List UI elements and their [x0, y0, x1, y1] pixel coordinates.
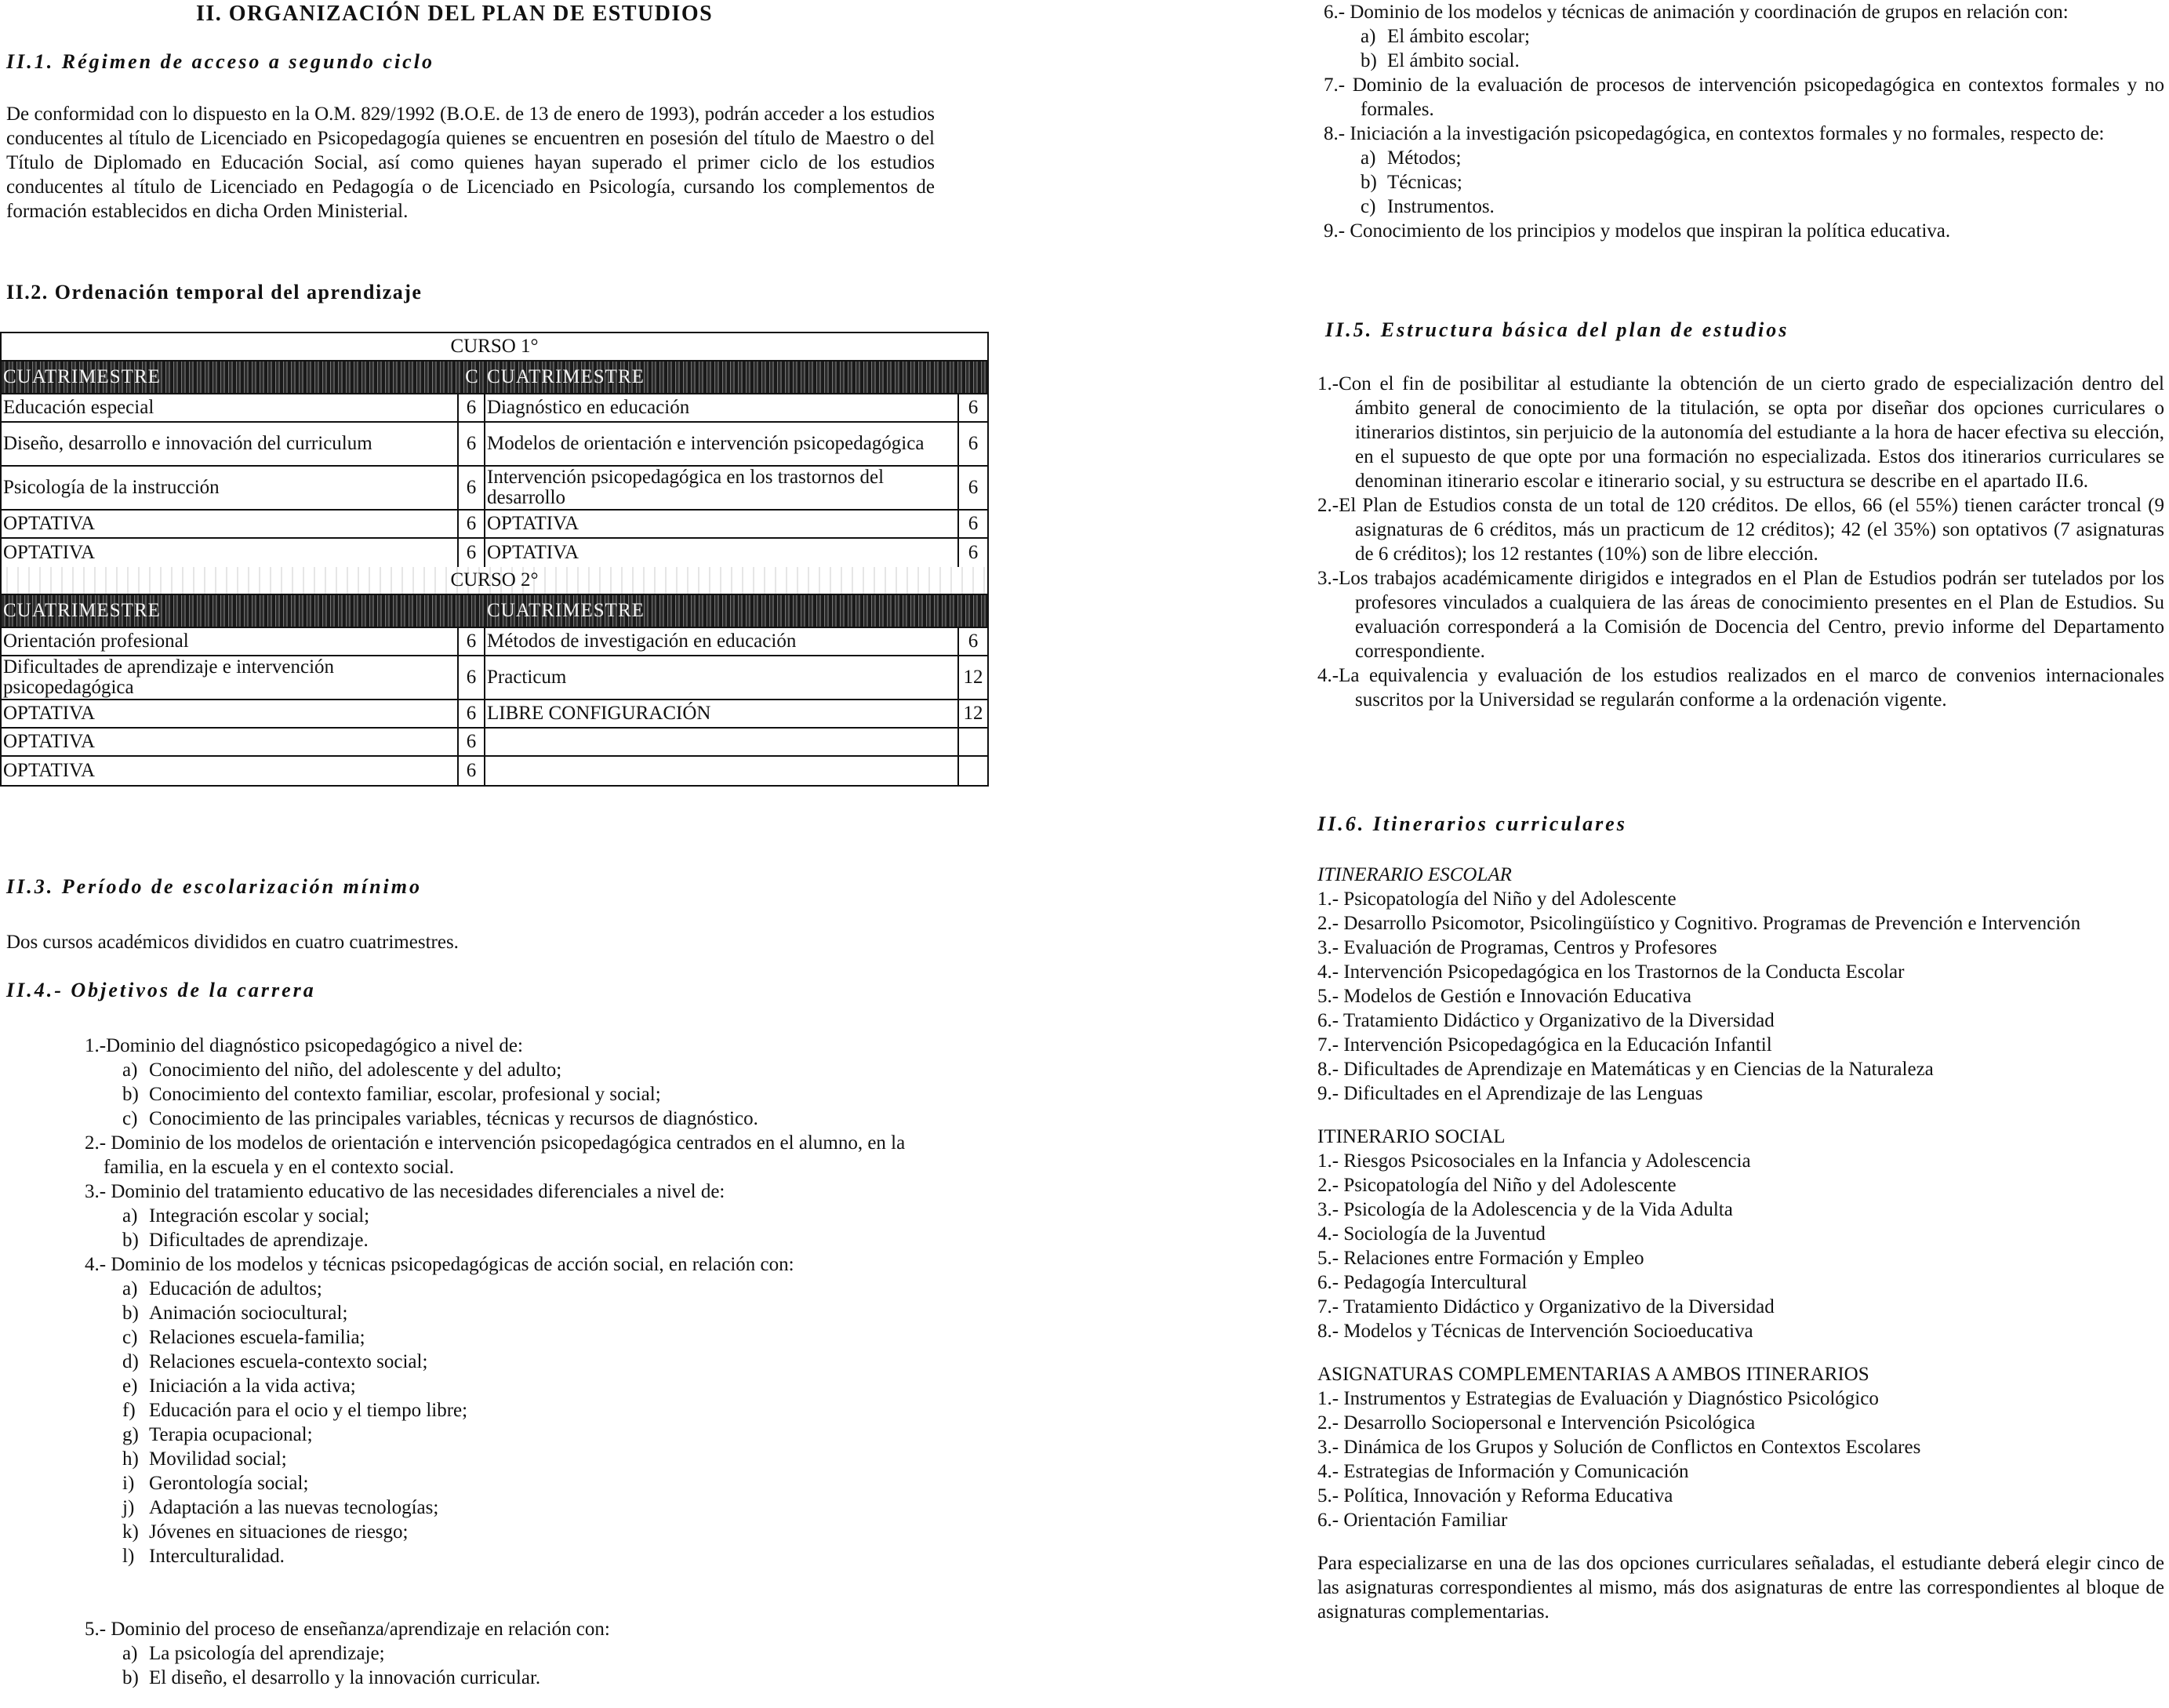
list-item	[85, 1520, 939, 1544]
credits-cell: 6	[459, 700, 485, 727]
objective-5: 5.- Dominio del proceso de enseñanza/aprendizaje en relación con:	[85, 1619, 610, 1640]
list-item	[85, 1058, 939, 1082]
structure-item	[1317, 566, 2164, 663]
table-row	[2, 394, 987, 423]
objective-6-items	[1324, 24, 2164, 73]
structure-item-text: La equivalencia y evaluación de los estudios realizados en el marco de convenios internacionales suscritos por la Universidad se regularán conforme a la ordenación vigente.	[1339, 665, 2164, 710]
subject-cell: Practicum	[485, 656, 959, 699]
credits-cell: 6	[459, 729, 485, 755]
itinerary-subject: 4.- Intervención Psicopedagógica en los Trastornos de la Conducta Escolar	[1317, 961, 1905, 983]
list-item	[85, 1301, 939, 1325]
structure-item-text: Con el fin de posibilitar al estudiante la obtención de un cierto grado de especialización dentro del ámbito general de conocimiento de la titulación, se opta por diseñar dos opciones curriculares o itinerarios distintos, sin perjuicio de la autonomía del estudiante a la hora de hacer efectiva su elección, en el supuesto de que opte por una formación no especializada. Estos dos itinerarios curriculares se denominan itinerario escolar e itinerario social, y su estructura se describe en el apartado II.6.	[1339, 373, 2164, 492]
list-item-label: g)	[122, 1424, 139, 1445]
list-item-text: Relaciones escuela-contexto social;	[149, 1351, 428, 1372]
subject-cell: Educación especial	[2, 394, 459, 421]
cuatrimestre2-right: CUATRIMESTRE	[487, 600, 645, 621]
list-item	[85, 1204, 939, 1228]
objective-2: 2.- Dominio de los modelos de orientación e intervención psicopedagógica centrados en el alumno, en la familia, en la escuela y en el contexto social.	[85, 1132, 906, 1178]
list-item-label: a)	[122, 1278, 138, 1299]
itinerary-subject: 6.- Orientación Familiar	[1317, 1510, 1508, 1531]
list-item-label: a)	[1361, 26, 1376, 47]
subject-cell: OPTATIVA	[2, 700, 459, 727]
subject-cell: Psicología de la instrucción	[2, 467, 459, 509]
structure-item-number: 3.-	[1317, 568, 1339, 589]
credits-cell: 6	[968, 513, 979, 534]
subject-cell: Intervención psicopedagógica en los trastornos del desarrollo	[485, 467, 959, 509]
list-item-label: b)	[122, 1667, 139, 1688]
section-heading: II. ORGANIZACIÓN DEL PLAN DE ESTUDIOS	[196, 2, 714, 26]
list-item	[85, 1374, 939, 1398]
credits-cell: 6	[459, 511, 485, 537]
table-row	[2, 656, 987, 700]
section-title-2-2: II.2. Ordenación temporal del aprendizaje	[6, 281, 423, 303]
itinerary-subject: 2.- Desarrollo Sociopersonal e Intervención Psicológica	[1317, 1412, 1756, 1434]
credits-cell	[959, 757, 987, 785]
escolarizacion-text: Dos cursos académicos divididos en cuatro cuatrimestres.	[6, 932, 459, 953]
curso1-label: CURSO 1°	[450, 336, 539, 357]
subject-cell: OPTATIVA	[2, 539, 459, 567]
itinerario-escolar-title: ITINERARIO ESCOLAR	[1317, 864, 1512, 885]
itinerary-subject: 8.- Modelos y Técnicas de Intervención Socioeducativa	[1317, 1321, 1753, 1342]
credits-cell: 6	[459, 628, 485, 655]
itinerary-subject: 7.- Tratamiento Didáctico y Organizativo de la Diversidad	[1317, 1296, 1775, 1317]
list-item	[85, 1544, 939, 1568]
subject-cell: OPTATIVA	[485, 511, 959, 537]
credits-cell: 6	[968, 397, 979, 418]
list-item	[1324, 49, 2164, 73]
objective-7: 7.- Dominio de la evaluación de procesos de intervención psicopedagógica en contextos formales y no formales.	[1324, 74, 2164, 120]
credits-cell: 6	[459, 656, 485, 699]
cuatrimestre-row-1	[2, 362, 987, 394]
objective-9: 9.- Conocimiento de los principios y modelos que inspiran la política educativa.	[1324, 220, 1951, 242]
subject-cell: Métodos de investigación en educación	[485, 628, 959, 655]
itinerary-subject: 5.- Política, Innovación y Reforma Educativa	[1317, 1485, 1673, 1506]
table-row	[2, 757, 987, 785]
list-item	[1324, 24, 2164, 49]
subject-cell: LIBRE CONFIGURACIÓN	[485, 700, 959, 727]
list-item-text: Educación para el ocio y el tiempo libre;	[149, 1400, 468, 1421]
structure-item	[1317, 493, 2164, 566]
curso2-label: CURSO 2°	[450, 569, 539, 591]
list-item-text: Conocimiento de las principales variables, técnicas y recursos de diagnóstico.	[149, 1108, 758, 1129]
itinerary-subject: 6.- Tratamiento Didáctico y Organizativo de la Diversidad	[1317, 1010, 1775, 1031]
itinerary-subject: 5.- Relaciones entre Formación y Empleo	[1317, 1248, 1644, 1269]
list-item-label: b)	[122, 1230, 139, 1251]
list-item-text: Técnicas;	[1387, 172, 1462, 193]
table-row	[2, 729, 987, 757]
objectives-continued	[1324, 0, 2164, 243]
list-item-label: d)	[122, 1351, 139, 1372]
cuatrimestre2-left: CUATRIMESTRE	[3, 600, 161, 621]
list-item-text: Terapia ocupacional;	[149, 1424, 313, 1445]
list-item	[1324, 194, 2164, 219]
objective-5-items	[85, 1641, 939, 1690]
complementarias-title: ASIGNATURAS COMPLEMENTARIAS A AMBOS ITINERARIOS	[1317, 1364, 1869, 1385]
list-item-text: Educación de adultos;	[149, 1278, 322, 1299]
credits-cell: 6	[459, 467, 485, 509]
structure-item	[1317, 372, 2164, 493]
subject-cell: Dificultades de aprendizaje e intervención psicopedagógica	[2, 656, 459, 699]
list-item-label: i)	[122, 1473, 135, 1494]
structure-item-text: Los trabajos académicamente dirigidos e integrados en el Plan de Estudios podrán ser tutelados por los profesores vinculados a cualquiera de las áreas de conocimiento presentes en el Plan de Estudios. Su evaluación corresponderá a la Comisión de Docencia del Centro, previo informe del Departamento correspondiente.	[1339, 568, 2164, 662]
list-item-label: j)	[122, 1497, 135, 1518]
credits-cell: 6	[968, 631, 979, 652]
list-item-text: Interculturalidad.	[149, 1546, 285, 1567]
objective-1-items	[85, 1058, 939, 1131]
list-item-label: l)	[122, 1546, 135, 1567]
section-title-2-4: II.4.- Objetivos de la carrera	[6, 979, 316, 1001]
credits-cell: 6	[459, 757, 485, 785]
closing-paragraph: Para especializarse en una de las dos opciones curriculares señaladas, el estudiante deberá elegir cinco de las asignaturas correspondientes al mismo, más dos asignaturas de entre las correspondientes al bloque de asignaturas complementarias.	[1317, 1553, 2164, 1623]
structure-item-text: El Plan de Estudios consta de un total de 120 créditos. De ellos, 66 (el 55%) tienen carácter troncal (9 asignaturas de 6 créditos, más un practicum de 12 créditos); 42 (el 35%) son optativos (7 asignaturas de 6 créditos); los 12 restantes (10%) son de libre elección.	[1339, 495, 2164, 565]
credits-cell: 12	[963, 703, 983, 724]
structure-item-number: 1.-	[1317, 373, 1339, 394]
list-item	[85, 1082, 939, 1107]
list-item-label: h)	[122, 1448, 139, 1470]
list-item-text: Relaciones escuela-familia;	[149, 1327, 365, 1348]
itinerary-subject: 2.- Desarrollo Psicomotor, Psicolingüístico y Cognitivo. Programas de Prevención e Intervención	[1317, 913, 2081, 934]
list-item-label: c)	[122, 1327, 138, 1348]
curso2-header-row	[2, 567, 987, 595]
list-item-text: Adaptación a las nuevas tecnologías;	[149, 1497, 439, 1518]
list-item-text: El diseño, el desarrollo y la innovación curricular.	[149, 1667, 541, 1688]
itinerary-subject: 4.- Sociología de la Juventud	[1317, 1223, 1546, 1245]
list-item	[85, 1471, 939, 1495]
objective-8: 8.- Iniciación a la investigación psicopedagógica, en contextos formales y no formales, respecto de:	[1324, 123, 2105, 144]
list-item	[85, 1107, 939, 1131]
structure-item-number: 2.-	[1317, 495, 1339, 516]
list-item-text: Instrumentos.	[1387, 196, 1495, 217]
table-row	[2, 628, 987, 656]
list-item-text: Conocimiento del contexto familiar, escolar, profesional y social;	[149, 1084, 661, 1105]
list-item	[85, 1423, 939, 1447]
section-title-2-5: II.5. Estructura básica del plan de estudios	[1325, 318, 1789, 341]
itinerary-subject: 7.- Intervención Psicopedagógica en la Educación Infantil	[1317, 1034, 1772, 1056]
table-row	[2, 423, 987, 467]
itinerary-subject: 1.- Psicopatología del Niño y del Adolescente	[1317, 889, 1677, 910]
credits-cell: 6	[459, 539, 485, 567]
list-item-text: Iniciación a la vida activa;	[149, 1375, 356, 1397]
list-item-label: e)	[122, 1375, 138, 1397]
list-item-label: a)	[1361, 147, 1376, 169]
list-item-label: c)	[122, 1108, 138, 1129]
objective-3-items	[85, 1204, 939, 1252]
structure-list	[1317, 372, 2164, 712]
itinerary-subject: 5.- Modelos de Gestión e Innovación Educativa	[1317, 986, 1691, 1007]
itinerary-subject: 3.- Dinámica de los Grupos y Solución de Conflictos en Contextos Escolares	[1317, 1437, 1921, 1458]
list-item-label: b)	[1361, 172, 1377, 193]
subject-cell: Diseño, desarrollo e innovación del curriculum	[2, 423, 459, 465]
list-item	[85, 1447, 939, 1471]
structure-item	[1317, 663, 2164, 712]
cuatrimestre-right: CUATRIMESTRE	[487, 366, 645, 387]
section-title-2-1: II.1. Régimen de acceso a segundo ciclo	[6, 50, 434, 73]
objective-1: 1.-Dominio del diagnóstico psicopedagógico a nivel de:	[85, 1035, 523, 1056]
itinerario-escolar-list	[1317, 887, 2164, 1106]
list-item-label: b)	[1361, 50, 1377, 71]
objective-3: 3.- Dominio del tratamiento educativo de las necesidades diferenciales a nivel de:	[85, 1181, 725, 1202]
complementarias-list	[1317, 1386, 2164, 1532]
list-item-label: a)	[122, 1059, 138, 1081]
list-item-text: Dificultades de aprendizaje.	[149, 1230, 369, 1251]
itinerary-subject: 3.- Evaluación de Programas, Centros y Profesores	[1317, 937, 1717, 958]
cuatrimestre-row-2	[2, 595, 987, 628]
access-paragraph: De conformidad con lo dispuesto en la O.M. 829/1992 (B.O.E. de 13 de enero de 1993), podrán acceder a los estudios conducentes al título de Licenciado en Psicopedagogía quienes se encuentren en posesión del título de Maestro o del Título de Diplomado en Educación Social, así como quienes hayan superado el primer ciclo de los estudios conducentes al título de Licenciado en Pedagogía o de Licenciado en Psicología, cursando los complementos de formación establecidos en dicha Orden Ministerial.	[6, 104, 935, 222]
list-item	[85, 1398, 939, 1423]
objective-4-items	[85, 1277, 939, 1568]
list-item	[85, 1495, 939, 1520]
list-item-label: k)	[122, 1521, 139, 1543]
subject-cell: OPTATIVA	[2, 729, 459, 755]
structure-item-number: 4.-	[1317, 665, 1339, 686]
list-item-label: a)	[122, 1205, 138, 1226]
list-item	[85, 1350, 939, 1374]
subject-cell: Modelos de orientación e intervención psicopedagógica	[485, 423, 959, 465]
list-item-text: El ámbito social.	[1387, 50, 1520, 71]
course-table	[0, 332, 989, 787]
objective-4: 4.- Dominio de los modelos y técnicas psicopedagógicas de acción social, en relación con:	[85, 1254, 794, 1275]
list-item	[85, 1641, 939, 1666]
list-item	[85, 1325, 939, 1350]
list-item-label: f)	[122, 1400, 136, 1421]
table-row	[2, 700, 987, 729]
credits-cell: 12	[963, 667, 983, 688]
credits-cell: 6	[968, 477, 979, 498]
list-item-text: La psicología del aprendizaje;	[149, 1643, 385, 1664]
itinerary-subject: 4.- Estrategias de Información y Comunicación	[1317, 1461, 1689, 1482]
objectives-list	[85, 1034, 939, 1690]
table-row	[2, 467, 987, 511]
list-item	[1324, 146, 2164, 170]
itineraries	[1317, 863, 2164, 1624]
list-item-text: Jóvenes en situaciones de riesgo;	[149, 1521, 409, 1543]
list-item-label: b)	[122, 1303, 139, 1324]
itinerary-subject: 6.- Pedagogía Intercultural	[1317, 1272, 1528, 1293]
cuatrimestre-mid: C	[465, 366, 479, 387]
subject-cell: Orientación profesional	[2, 628, 459, 655]
objective-6: 6.- Dominio de los modelos y técnicas de animación y coordinación de grupos en relación con:	[1324, 2, 2069, 23]
credits-cell: 6	[968, 542, 979, 563]
list-item	[85, 1228, 939, 1252]
list-item-text: Movilidad social;	[149, 1448, 287, 1470]
subject-cell: OPTATIVA	[485, 539, 959, 567]
credits-cell: 6	[459, 394, 485, 421]
list-item-text: Conocimiento del niño, del adolescente y del adulto;	[149, 1059, 562, 1081]
table-row	[2, 511, 987, 539]
list-item-text: Animación sociocultural;	[149, 1303, 348, 1324]
subject-cell	[485, 757, 959, 785]
list-item-text: Gerontología social;	[149, 1473, 309, 1494]
list-item	[1324, 170, 2164, 194]
itinerario-social-list	[1317, 1149, 2164, 1343]
list-item-label: c)	[1361, 196, 1376, 217]
credits-cell	[959, 729, 987, 755]
subject-cell: OPTATIVA	[2, 757, 459, 785]
list-item-label: a)	[122, 1643, 138, 1664]
itinerario-social-title: ITINERARIO SOCIAL	[1317, 1126, 1506, 1147]
list-item-text: El ámbito escolar;	[1387, 26, 1530, 47]
curso1-header-row	[2, 333, 987, 362]
itinerary-subject: 9.- Dificultades en el Aprendizaje de las Lenguas	[1317, 1083, 1703, 1104]
subject-cell	[485, 729, 959, 755]
table-row	[2, 539, 987, 567]
objective-8-items	[1324, 146, 2164, 219]
credits-cell: 6	[968, 433, 979, 454]
list-item-text: Integración escolar y social;	[149, 1205, 370, 1226]
itinerary-subject: 3.- Psicología de la Adolescencia y de la Vida Adulta	[1317, 1199, 1733, 1220]
itinerary-subject: 8.- Dificultades de Aprendizaje en Matemáticas y en Ciencias de la Naturaleza	[1317, 1059, 1934, 1080]
section-title-2-6: II.6. Itinerarios curriculares	[1317, 812, 1627, 835]
itinerary-subject: 2.- Psicopatología del Niño y del Adolescente	[1317, 1175, 1677, 1196]
list-item-label: b)	[122, 1084, 139, 1105]
itinerary-subject: 1.- Instrumentos y Estrategias de Evaluación y Diagnóstico Psicológico	[1317, 1388, 1879, 1409]
section-title-2-3: II.3. Período de escolarización mínimo	[6, 875, 422, 898]
list-item	[85, 1666, 939, 1690]
subject-cell: OPTATIVA	[2, 511, 459, 537]
cuatrimestre-left: CUATRIMESTRE	[3, 366, 161, 387]
list-item-text: Métodos;	[1387, 147, 1462, 169]
credits-cell: 6	[459, 423, 485, 465]
itinerary-subject: 1.- Riesgos Psicosociales en la Infancia y Adolescencia	[1317, 1150, 1751, 1172]
list-item	[85, 1277, 939, 1301]
subject-cell: Diagnóstico en educación	[485, 394, 959, 421]
